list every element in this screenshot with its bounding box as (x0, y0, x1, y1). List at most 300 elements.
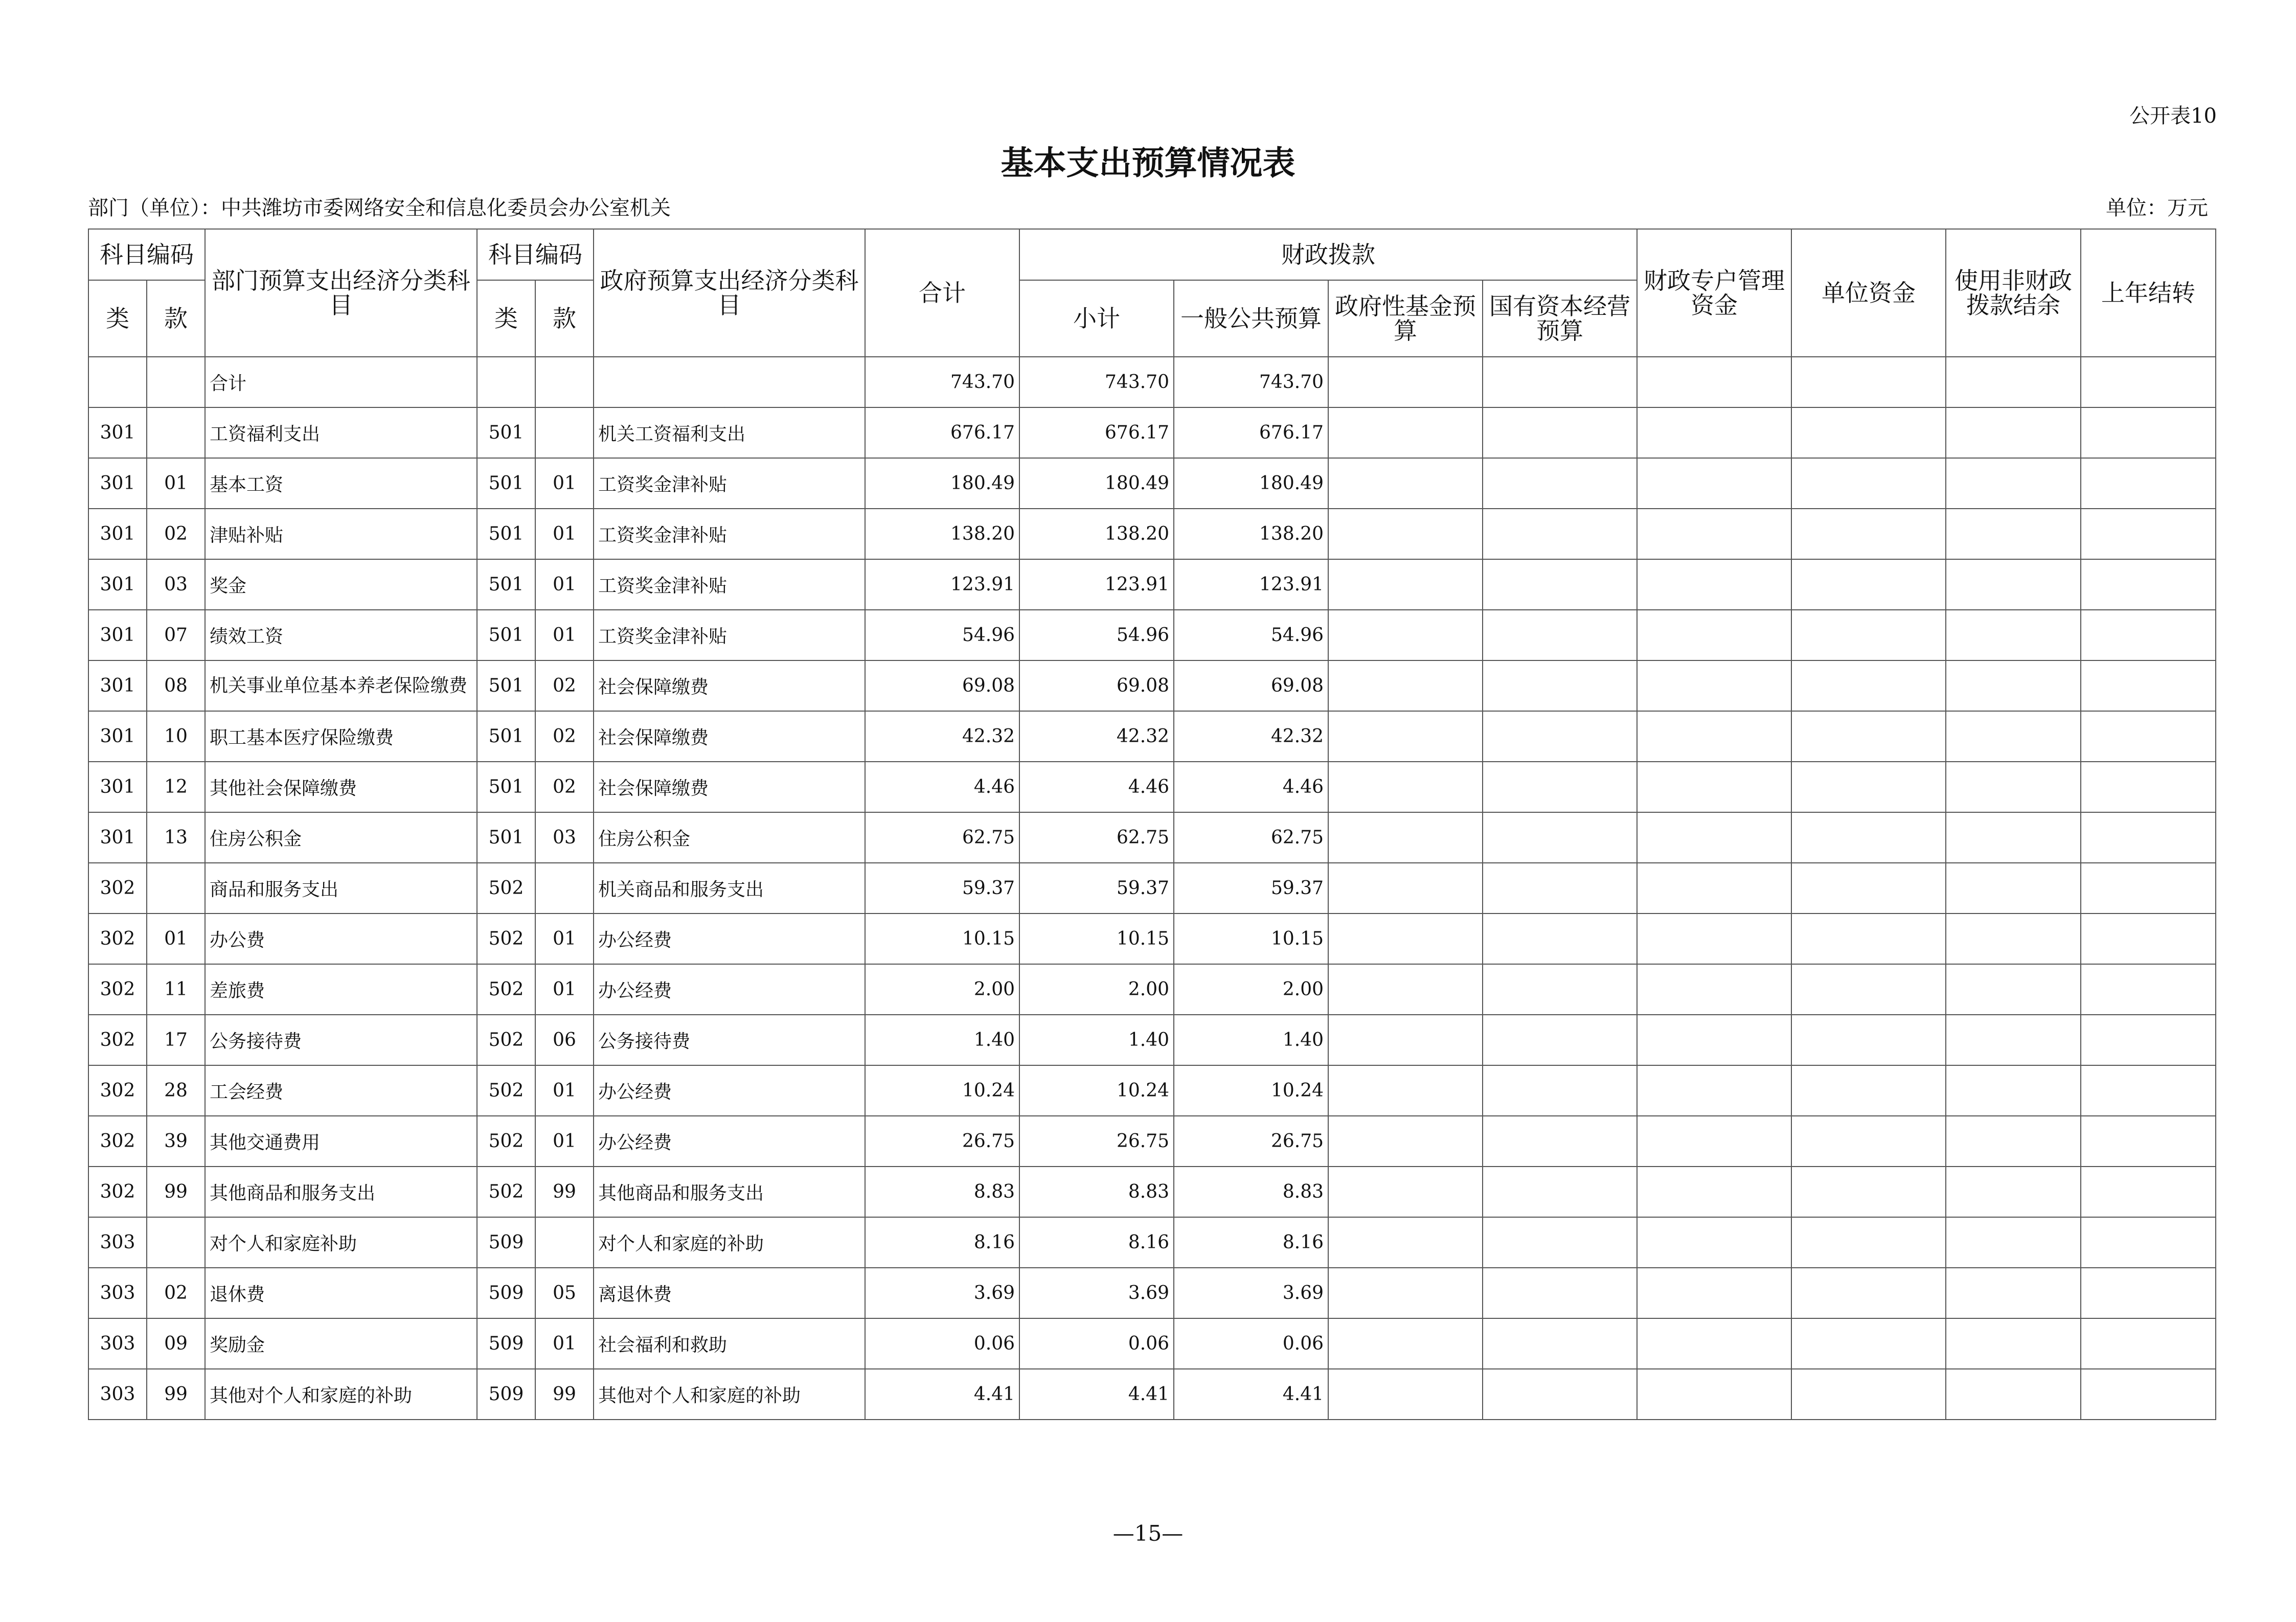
subtotal-cell: 4.41 (1019, 1369, 1174, 1420)
table-row (88, 1268, 2216, 1318)
gov-item-cell: 99 (535, 1369, 594, 1420)
table-row (88, 1167, 2216, 1217)
special-fund-cell (1637, 1015, 1791, 1065)
general-public-cell: 138.20 (1174, 509, 1328, 559)
gov-category-cell: 501 (477, 407, 535, 458)
category-cell: 302 (88, 1116, 147, 1167)
subtotal-cell: 10.24 (1019, 1065, 1174, 1116)
item-cell: 10 (147, 711, 205, 762)
total-cell: 676.17 (865, 407, 1019, 458)
general-public-cell: 26.75 (1174, 1116, 1328, 1167)
gov-fund-cell (1328, 711, 1483, 762)
subtotal-cell: 743.70 (1019, 357, 1174, 407)
general-public-cell: 62.75 (1174, 812, 1328, 863)
special-fund-cell (1637, 610, 1791, 660)
gov-item-cell: 02 (535, 762, 594, 812)
item-cell: 11 (147, 964, 205, 1015)
header-state-capital: 国有资本经营预算 (1483, 280, 1637, 357)
gov-econ-name-cell: 工资奖金津补贴 (594, 509, 865, 559)
category-cell (88, 357, 147, 407)
dept-econ-name-cell: 工资福利支出 (205, 407, 477, 458)
gov-item-cell: 02 (535, 711, 594, 762)
non-fiscal-cell (1946, 1369, 2081, 1420)
gov-category-cell: 501 (477, 509, 535, 559)
gov-item-cell: 01 (535, 913, 594, 964)
total-cell: 8.83 (865, 1167, 1019, 1217)
general-public-cell: 2.00 (1174, 964, 1328, 1015)
gov-econ-name-cell: 机关工资福利支出 (594, 407, 865, 458)
gov-econ-name-cell: 工资奖金津补贴 (594, 610, 865, 660)
subtotal-cell: 26.75 (1019, 1116, 1174, 1167)
gov-econ-name-cell: 对个人和家庭的补助 (594, 1217, 865, 1268)
gov-item-cell: 01 (535, 559, 594, 610)
unit-fund-cell (1791, 660, 1946, 711)
header-gov-item: 款 (535, 280, 594, 357)
gov-item-cell: 01 (535, 1116, 594, 1167)
gov-fund-cell (1328, 407, 1483, 458)
general-public-cell: 8.16 (1174, 1217, 1328, 1268)
special-fund-cell (1637, 1116, 1791, 1167)
gov-category-cell: 502 (477, 913, 535, 964)
table-row (88, 964, 2216, 1015)
category-cell: 301 (88, 458, 147, 509)
state-capital-cell (1483, 1015, 1637, 1065)
gov-item-cell: 01 (535, 1065, 594, 1116)
gov-fund-cell (1328, 1318, 1483, 1369)
gov-econ-name-cell: 公务接待费 (594, 1015, 865, 1065)
gov-item-cell (535, 1217, 594, 1268)
table-row (88, 711, 2216, 762)
total-cell: 2.00 (865, 964, 1019, 1015)
state-capital-cell (1483, 1116, 1637, 1167)
gov-fund-cell (1328, 863, 1483, 913)
general-public-cell: 8.83 (1174, 1167, 1328, 1217)
special-fund-cell (1637, 913, 1791, 964)
gov-item-cell: 01 (535, 509, 594, 559)
gov-econ-name-cell: 办公经费 (594, 964, 865, 1015)
gov-fund-cell (1328, 357, 1483, 407)
header-non-fiscal: 使用非财政拨款结余 (1946, 229, 2081, 357)
item-cell: 02 (147, 1268, 205, 1318)
special-fund-cell (1637, 660, 1791, 711)
header-general-public: 一般公共预算 (1174, 280, 1328, 357)
special-fund-cell (1637, 407, 1791, 458)
total-cell: 42.32 (865, 711, 1019, 762)
unit-fund-cell (1791, 762, 1946, 812)
special-fund-cell (1637, 1065, 1791, 1116)
unit-fund-cell (1791, 1167, 1946, 1217)
special-fund-cell (1637, 711, 1791, 762)
last-year-cell (2081, 1116, 2216, 1167)
subtotal-cell: 42.32 (1019, 711, 1174, 762)
gov-category-cell: 502 (477, 964, 535, 1015)
header-subject-code: 科目编码 (88, 229, 205, 280)
subtotal-cell: 59.37 (1019, 863, 1174, 913)
item-cell: 39 (147, 1116, 205, 1167)
non-fiscal-cell (1946, 559, 2081, 610)
gov-item-cell: 06 (535, 1015, 594, 1065)
general-public-cell: 4.46 (1174, 762, 1328, 812)
gov-category-cell: 501 (477, 762, 535, 812)
special-fund-cell (1637, 762, 1791, 812)
state-capital-cell (1483, 1268, 1637, 1318)
special-fund-cell (1637, 559, 1791, 610)
state-capital-cell (1483, 610, 1637, 660)
gov-fund-cell (1328, 964, 1483, 1015)
special-fund-cell (1637, 509, 1791, 559)
gov-fund-cell (1328, 1217, 1483, 1268)
category-cell: 301 (88, 610, 147, 660)
unit-fund-cell (1791, 913, 1946, 964)
unit-fund-cell (1791, 1318, 1946, 1369)
non-fiscal-cell (1946, 913, 2081, 964)
table-row (88, 1065, 2216, 1116)
state-capital-cell (1483, 913, 1637, 964)
non-fiscal-cell (1946, 1116, 2081, 1167)
category-cell: 303 (88, 1369, 147, 1420)
subtotal-cell: 180.49 (1019, 458, 1174, 509)
gov-category-cell: 509 (477, 1217, 535, 1268)
item-cell: 13 (147, 812, 205, 863)
unit-fund-cell (1791, 458, 1946, 509)
dept-econ-name-cell: 其他交通费用 (205, 1116, 477, 1167)
state-capital-cell (1483, 1318, 1637, 1369)
non-fiscal-cell (1946, 610, 2081, 660)
gov-category-cell: 501 (477, 559, 535, 610)
state-capital-cell (1483, 812, 1637, 863)
gov-category-cell: 502 (477, 1065, 535, 1116)
state-capital-cell (1483, 1369, 1637, 1420)
dept-econ-name-cell: 其他社会保障缴费 (205, 762, 477, 812)
total-cell: 180.49 (865, 458, 1019, 509)
gov-fund-cell (1328, 509, 1483, 559)
gov-econ-name-cell: 住房公积金 (594, 812, 865, 863)
special-fund-cell (1637, 458, 1791, 509)
state-capital-cell (1483, 458, 1637, 509)
category-cell: 302 (88, 964, 147, 1015)
gov-fund-cell (1328, 1116, 1483, 1167)
table-row (88, 1217, 2216, 1268)
unit-fund-cell (1791, 407, 1946, 458)
special-fund-cell (1637, 357, 1791, 407)
table-row (88, 863, 2216, 913)
state-capital-cell (1483, 762, 1637, 812)
item-cell: 07 (147, 610, 205, 660)
header-gov-econ: 政府预算支出经济分类科目 (594, 229, 865, 357)
dept-econ-name-cell: 津贴补贴 (205, 509, 477, 559)
gov-category-cell: 502 (477, 1167, 535, 1217)
last-year-cell (2081, 357, 2216, 407)
gov-category-cell: 509 (477, 1268, 535, 1318)
gov-item-cell: 01 (535, 1318, 594, 1369)
item-cell: 01 (147, 458, 205, 509)
subtotal-cell: 54.96 (1019, 610, 1174, 660)
item-cell (147, 1217, 205, 1268)
dept-econ-name-cell: 商品和服务支出 (205, 863, 477, 913)
dept-econ-name-cell: 对个人和家庭补助 (205, 1217, 477, 1268)
non-fiscal-cell (1946, 357, 2081, 407)
item-cell: 99 (147, 1369, 205, 1420)
special-fund-cell (1637, 1217, 1791, 1268)
dept-econ-name-cell: 差旅费 (205, 964, 477, 1015)
last-year-cell (2081, 1065, 2216, 1116)
last-year-cell (2081, 509, 2216, 559)
total-cell: 743.70 (865, 357, 1019, 407)
non-fiscal-cell (1946, 964, 2081, 1015)
table-row (88, 660, 2216, 711)
item-cell: 03 (147, 559, 205, 610)
state-capital-cell (1483, 509, 1637, 559)
non-fiscal-cell (1946, 812, 2081, 863)
dept-econ-name-cell: 职工基本医疗保险缴费 (205, 711, 477, 762)
gov-fund-cell (1328, 812, 1483, 863)
unit-fund-cell (1791, 1065, 1946, 1116)
gov-category-cell (477, 357, 535, 407)
form-number: 公开表10 (2129, 104, 2217, 128)
special-fund-cell (1637, 964, 1791, 1015)
header-gov-subject-code: 科目编码 (477, 229, 594, 280)
last-year-cell (2081, 863, 2216, 913)
total-cell: 26.75 (865, 1116, 1019, 1167)
subtotal-cell: 0.06 (1019, 1318, 1174, 1369)
total-cell: 1.40 (865, 1015, 1019, 1065)
state-capital-cell (1483, 1217, 1637, 1268)
item-cell: 02 (147, 509, 205, 559)
unit-fund-cell (1791, 1015, 1946, 1065)
non-fiscal-cell (1946, 1015, 2081, 1065)
gov-item-cell (535, 863, 594, 913)
subtotal-cell: 69.08 (1019, 660, 1174, 711)
gov-econ-name-cell: 其他对个人和家庭的补助 (594, 1369, 865, 1420)
unit-fund-cell (1791, 1116, 1946, 1167)
gov-econ-name-cell: 机关商品和服务支出 (594, 863, 865, 913)
unit-fund-cell (1791, 1217, 1946, 1268)
gov-econ-name-cell: 社会保障缴费 (594, 762, 865, 812)
last-year-cell (2081, 660, 2216, 711)
dept-econ-name-cell: 奖金 (205, 559, 477, 610)
header-special-fund: 财政专户管理资金 (1637, 229, 1791, 357)
last-year-cell (2081, 610, 2216, 660)
subtotal-cell: 8.83 (1019, 1167, 1174, 1217)
total-cell: 62.75 (865, 812, 1019, 863)
gov-econ-name-cell: 其他商品和服务支出 (594, 1167, 865, 1217)
gov-econ-name-cell: 社会保障缴费 (594, 660, 865, 711)
gov-econ-name-cell: 办公经费 (594, 1065, 865, 1116)
unit-fund-cell (1791, 1268, 1946, 1318)
category-cell: 303 (88, 1318, 147, 1369)
last-year-cell (2081, 711, 2216, 762)
dept-econ-name-cell: 绩效工资 (205, 610, 477, 660)
gov-fund-cell (1328, 913, 1483, 964)
dept-econ-name-cell: 合计 (205, 357, 477, 407)
dept-econ-name-cell: 工会经费 (205, 1065, 477, 1116)
gov-category-cell: 501 (477, 610, 535, 660)
non-fiscal-cell (1946, 458, 2081, 509)
table-row (88, 913, 2216, 964)
total-cell: 10.24 (865, 1065, 1019, 1116)
total-cell: 69.08 (865, 660, 1019, 711)
gov-item-cell (535, 357, 594, 407)
special-fund-cell (1637, 863, 1791, 913)
last-year-cell (2081, 913, 2216, 964)
gov-fund-cell (1328, 1369, 1483, 1420)
gov-item-cell (535, 407, 594, 458)
header-category: 类 (88, 280, 147, 357)
item-cell: 28 (147, 1065, 205, 1116)
last-year-cell (2081, 1217, 2216, 1268)
gov-fund-cell (1328, 610, 1483, 660)
unit-fund-cell (1791, 964, 1946, 1015)
category-cell: 301 (88, 812, 147, 863)
table-header (88, 229, 2216, 357)
non-fiscal-cell (1946, 1167, 2081, 1217)
non-fiscal-cell (1946, 1268, 2081, 1318)
last-year-cell (2081, 812, 2216, 863)
header-fiscal: 财政拨款 (1019, 229, 1637, 280)
general-public-cell: 4.41 (1174, 1369, 1328, 1420)
general-public-cell: 0.06 (1174, 1318, 1328, 1369)
category-cell: 303 (88, 1268, 147, 1318)
gov-fund-cell (1328, 1167, 1483, 1217)
header-last-year: 上年结转 (2081, 229, 2216, 357)
special-fund-cell (1637, 1268, 1791, 1318)
unit-fund-cell (1791, 559, 1946, 610)
item-cell: 17 (147, 1015, 205, 1065)
non-fiscal-cell (1946, 509, 2081, 559)
unit-label: 单位：万元 (2106, 196, 2208, 220)
subtotal-cell: 10.15 (1019, 913, 1174, 964)
general-public-cell: 180.49 (1174, 458, 1328, 509)
dept-econ-name-cell: 其他商品和服务支出 (205, 1167, 477, 1217)
subtotal-cell: 2.00 (1019, 964, 1174, 1015)
gov-fund-cell (1328, 762, 1483, 812)
gov-econ-name-cell: 办公经费 (594, 1116, 865, 1167)
gov-fund-cell (1328, 458, 1483, 509)
general-public-cell: 54.96 (1174, 610, 1328, 660)
header-item: 款 (147, 280, 205, 357)
general-public-cell: 676.17 (1174, 407, 1328, 458)
non-fiscal-cell (1946, 407, 2081, 458)
gov-category-cell: 501 (477, 711, 535, 762)
special-fund-cell (1637, 812, 1791, 863)
gov-econ-name-cell: 办公经费 (594, 913, 865, 964)
header-unit-fund: 单位资金 (1791, 229, 1946, 357)
subtotal-cell: 676.17 (1019, 407, 1174, 458)
general-public-cell: 59.37 (1174, 863, 1328, 913)
table-row (88, 357, 2216, 407)
category-cell: 301 (88, 660, 147, 711)
last-year-cell (2081, 1318, 2216, 1369)
category-cell: 303 (88, 1217, 147, 1268)
last-year-cell (2081, 559, 2216, 610)
category-cell: 302 (88, 913, 147, 964)
header-gov-category: 类 (477, 280, 535, 357)
unit-fund-cell (1791, 863, 1946, 913)
table-row (88, 458, 2216, 509)
unit-fund-cell (1791, 711, 1946, 762)
gov-item-cell: 03 (535, 812, 594, 863)
total-cell: 123.91 (865, 559, 1019, 610)
gov-fund-cell (1328, 1065, 1483, 1116)
total-cell: 4.41 (865, 1369, 1019, 1420)
gov-econ-name-cell: 社会福利和救助 (594, 1318, 865, 1369)
gov-item-cell: 02 (535, 660, 594, 711)
unit-fund-cell (1791, 1369, 1946, 1420)
gov-category-cell: 501 (477, 458, 535, 509)
category-cell: 301 (88, 509, 147, 559)
state-capital-cell (1483, 1065, 1637, 1116)
total-cell: 3.69 (865, 1268, 1019, 1318)
last-year-cell (2081, 964, 2216, 1015)
last-year-cell (2081, 407, 2216, 458)
general-public-cell: 1.40 (1174, 1015, 1328, 1065)
state-capital-cell (1483, 559, 1637, 610)
item-cell (147, 407, 205, 458)
last-year-cell (2081, 1015, 2216, 1065)
gov-item-cell: 99 (535, 1167, 594, 1217)
state-capital-cell (1483, 660, 1637, 711)
item-cell: 12 (147, 762, 205, 812)
budget-table (88, 229, 2216, 1420)
total-cell: 138.20 (865, 509, 1019, 559)
general-public-cell: 42.32 (1174, 711, 1328, 762)
state-capital-cell (1483, 964, 1637, 1015)
subtotal-cell: 8.16 (1019, 1217, 1174, 1268)
total-cell: 59.37 (865, 863, 1019, 913)
table-row (88, 407, 2216, 458)
total-cell: 10.15 (865, 913, 1019, 964)
header-dept-econ: 部门预算支出经济分类科目 (205, 229, 477, 357)
header-gov-fund: 政府性基金预算 (1328, 280, 1483, 357)
table-row (88, 1369, 2216, 1420)
category-cell: 302 (88, 1065, 147, 1116)
last-year-cell (2081, 458, 2216, 509)
page-title: 基本支出预算情况表 (1001, 145, 1295, 182)
dept-econ-name-cell: 办公费 (205, 913, 477, 964)
header-subtotal: 小计 (1019, 280, 1174, 357)
item-cell: 01 (147, 913, 205, 964)
table-row (88, 1318, 2216, 1369)
gov-econ-name-cell: 离退休费 (594, 1268, 865, 1318)
table-row (88, 1116, 2216, 1167)
item-cell: 99 (147, 1167, 205, 1217)
table-row (88, 610, 2216, 660)
category-cell: 301 (88, 559, 147, 610)
item-cell (147, 863, 205, 913)
category-cell: 302 (88, 1015, 147, 1065)
non-fiscal-cell (1946, 1065, 2081, 1116)
non-fiscal-cell (1946, 762, 2081, 812)
total-cell: 0.06 (865, 1318, 1019, 1369)
gov-category-cell: 501 (477, 660, 535, 711)
table-row (88, 812, 2216, 863)
gov-category-cell: 501 (477, 812, 535, 863)
gov-category-cell: 502 (477, 863, 535, 913)
dept-econ-name-cell: 退休费 (205, 1268, 477, 1318)
state-capital-cell (1483, 1167, 1637, 1217)
general-public-cell: 10.15 (1174, 913, 1328, 964)
gov-econ-name-cell: 社会保障缴费 (594, 711, 865, 762)
gov-fund-cell (1328, 1268, 1483, 1318)
category-cell: 301 (88, 711, 147, 762)
state-capital-cell (1483, 863, 1637, 913)
category-cell: 302 (88, 1167, 147, 1217)
gov-fund-cell (1328, 559, 1483, 610)
unit-fund-cell (1791, 357, 1946, 407)
dept-econ-name-cell: 其他对个人和家庭的补助 (205, 1369, 477, 1420)
gov-category-cell: 509 (477, 1369, 535, 1420)
category-cell: 301 (88, 762, 147, 812)
